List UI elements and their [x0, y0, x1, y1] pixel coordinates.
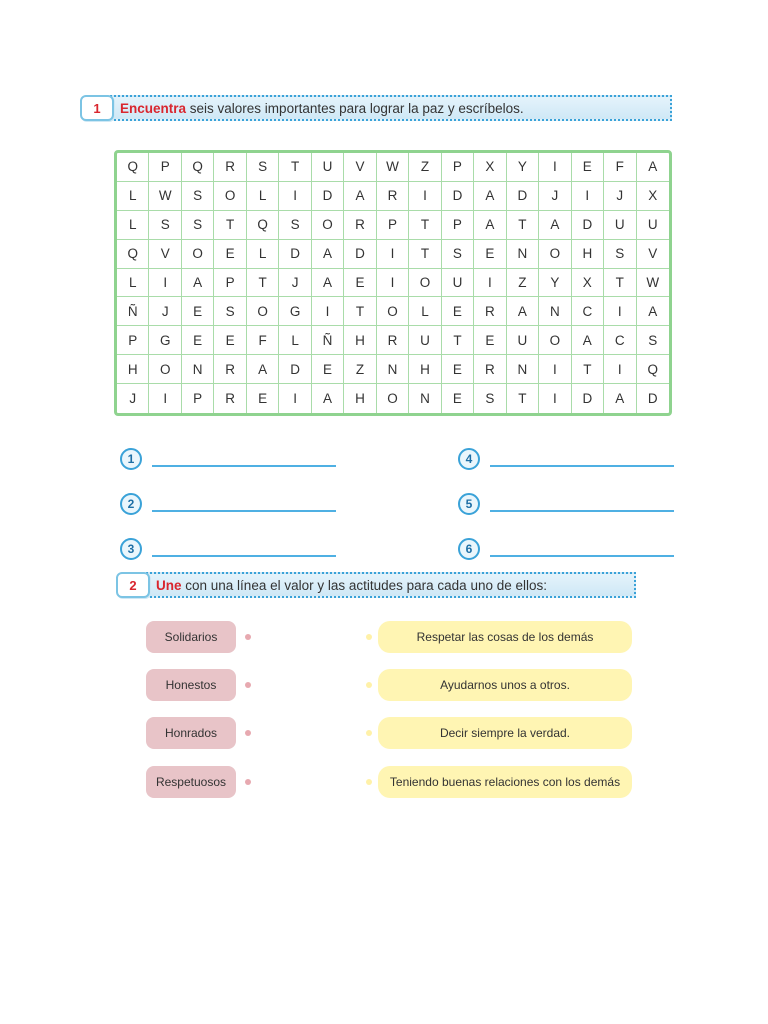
- grid-cell[interactable]: N: [182, 355, 214, 384]
- grid-cell[interactable]: G: [149, 326, 181, 355]
- answer-number-5: 5: [458, 493, 480, 515]
- grid-cell[interactable]: D: [572, 211, 604, 240]
- grid-cell[interactable]: A: [312, 269, 344, 298]
- grid-cell[interactable]: H: [572, 240, 604, 269]
- grid-cell[interactable]: Z: [409, 153, 441, 182]
- grid-cell[interactable]: E: [247, 384, 279, 413]
- grid-cell[interactable]: O: [377, 297, 409, 326]
- attitude-decir-verdad[interactable]: Decir siempre la verdad.: [378, 717, 632, 749]
- grid-cell[interactable]: A: [182, 269, 214, 298]
- grid-cell[interactable]: O: [247, 297, 279, 326]
- grid-cell[interactable]: P: [182, 384, 214, 413]
- grid-cell[interactable]: L: [247, 240, 279, 269]
- grid-cell[interactable]: E: [182, 297, 214, 326]
- answer-number-1: 1: [120, 448, 142, 470]
- grid-cell[interactable]: L: [409, 297, 441, 326]
- grid-cell[interactable]: P: [214, 269, 246, 298]
- grid-cell[interactable]: Y: [507, 153, 539, 182]
- grid-cell[interactable]: E: [442, 297, 474, 326]
- grid-cell[interactable]: I: [279, 384, 311, 413]
- grid-cell[interactable]: S: [247, 153, 279, 182]
- grid-cell[interactable]: H: [409, 355, 441, 384]
- grid-cell[interactable]: H: [117, 355, 149, 384]
- grid-cell[interactable]: I: [572, 182, 604, 211]
- grid-cell[interactable]: S: [149, 211, 181, 240]
- answer-number-4: 4: [458, 448, 480, 470]
- grid-cell[interactable]: R: [214, 153, 246, 182]
- grid-cell[interactable]: V: [637, 240, 669, 269]
- grid-cell[interactable]: I: [149, 269, 181, 298]
- grid-cell[interactable]: A: [572, 326, 604, 355]
- grid-cell[interactable]: O: [377, 384, 409, 413]
- grid-cell[interactable]: E: [442, 384, 474, 413]
- connector-dot-attitude-1[interactable]: [366, 634, 372, 640]
- answer-blank-2[interactable]: [152, 510, 336, 512]
- grid-cell[interactable]: I: [409, 182, 441, 211]
- grid-cell[interactable]: Z: [507, 269, 539, 298]
- exercise-2-header: [116, 572, 636, 598]
- word-search-frame: [114, 150, 672, 416]
- grid-cell[interactable]: Q: [117, 153, 149, 182]
- grid-cell[interactable]: H: [344, 326, 376, 355]
- grid-cell[interactable]: S: [182, 211, 214, 240]
- word-search-grid: [117, 153, 669, 413]
- grid-cell[interactable]: P: [377, 211, 409, 240]
- exercise-2-number-badge: 2: [116, 572, 150, 598]
- grid-cell[interactable]: J: [279, 269, 311, 298]
- grid-cell[interactable]: X: [637, 182, 669, 211]
- grid-cell[interactable]: T: [279, 153, 311, 182]
- grid-cell[interactable]: L: [117, 182, 149, 211]
- grid-cell[interactable]: N: [409, 384, 441, 413]
- grid-cell[interactable]: R: [214, 384, 246, 413]
- grid-cell[interactable]: E: [312, 355, 344, 384]
- grid-cell[interactable]: U: [507, 326, 539, 355]
- grid-cell[interactable]: H: [344, 384, 376, 413]
- grid-cell[interactable]: J: [149, 297, 181, 326]
- answer-number-3: 3: [120, 538, 142, 560]
- grid-cell[interactable]: N: [377, 355, 409, 384]
- grid-cell[interactable]: L: [247, 182, 279, 211]
- grid-cell[interactable]: Ñ: [312, 326, 344, 355]
- exercise-1-instruction: [110, 95, 672, 121]
- grid-cell[interactable]: A: [539, 211, 571, 240]
- value-honrados[interactable]: Honrados: [146, 717, 236, 749]
- grid-cell[interactable]: I: [539, 355, 571, 384]
- grid-cell[interactable]: C: [604, 326, 636, 355]
- grid-cell[interactable]: D: [572, 384, 604, 413]
- grid-cell[interactable]: A: [637, 297, 669, 326]
- grid-cell[interactable]: T: [507, 211, 539, 240]
- value-honestos[interactable]: Honestos: [146, 669, 236, 701]
- grid-cell[interactable]: A: [312, 240, 344, 269]
- connector-dot-value-2[interactable]: [245, 682, 251, 688]
- exercise-2-keyword: Une: [156, 577, 182, 593]
- grid-cell[interactable]: S: [637, 326, 669, 355]
- value-respetuosos[interactable]: Respetuosos: [146, 766, 236, 798]
- value-solidarios[interactable]: Solidarios: [146, 621, 236, 653]
- grid-cell[interactable]: Q: [247, 211, 279, 240]
- grid-cell[interactable]: I: [377, 240, 409, 269]
- grid-cell[interactable]: P: [117, 326, 149, 355]
- grid-cell[interactable]: J: [117, 384, 149, 413]
- answer-blank-1[interactable]: [152, 465, 336, 467]
- grid-cell[interactable]: U: [604, 211, 636, 240]
- grid-cell[interactable]: O: [182, 240, 214, 269]
- answer-line-2[interactable]: [120, 493, 336, 515]
- grid-cell[interactable]: T: [604, 269, 636, 298]
- grid-cell[interactable]: P: [442, 153, 474, 182]
- grid-cell[interactable]: A: [507, 297, 539, 326]
- grid-cell[interactable]: R: [377, 326, 409, 355]
- grid-cell[interactable]: T: [409, 240, 441, 269]
- grid-cell[interactable]: A: [312, 384, 344, 413]
- grid-cell[interactable]: C: [572, 297, 604, 326]
- grid-cell[interactable]: J: [539, 182, 571, 211]
- grid-cell[interactable]: O: [539, 326, 571, 355]
- grid-cell[interactable]: O: [149, 355, 181, 384]
- answer-line-3[interactable]: [120, 538, 336, 560]
- grid-cell[interactable]: I: [377, 269, 409, 298]
- grid-cell[interactable]: D: [279, 355, 311, 384]
- grid-cell[interactable]: N: [507, 240, 539, 269]
- connector-dot-attitude-4[interactable]: [366, 779, 372, 785]
- grid-cell[interactable]: R: [474, 355, 506, 384]
- grid-cell[interactable]: R: [214, 355, 246, 384]
- grid-cell[interactable]: R: [344, 211, 376, 240]
- attitude-buenas-relaciones[interactable]: Teniendo buenas relaciones con los demás: [378, 766, 632, 798]
- grid-cell[interactable]: E: [344, 269, 376, 298]
- grid-cell[interactable]: I: [312, 297, 344, 326]
- grid-cell[interactable]: T: [507, 384, 539, 413]
- answer-line-4[interactable]: [458, 448, 674, 470]
- grid-cell[interactable]: D: [442, 182, 474, 211]
- grid-cell[interactable]: T: [214, 211, 246, 240]
- connector-dot-attitude-2[interactable]: [366, 682, 372, 688]
- grid-cell[interactable]: T: [572, 355, 604, 384]
- grid-cell[interactable]: L: [117, 269, 149, 298]
- grid-cell[interactable]: Ñ: [117, 297, 149, 326]
- connector-dot-value-4[interactable]: [245, 779, 251, 785]
- answer-line-6[interactable]: [458, 538, 674, 560]
- grid-cell[interactable]: I: [279, 182, 311, 211]
- answer-line-1[interactable]: [120, 448, 336, 470]
- grid-cell[interactable]: D: [279, 240, 311, 269]
- grid-cell[interactable]: F: [247, 326, 279, 355]
- answer-number-6: 6: [458, 538, 480, 560]
- connector-dot-value-1[interactable]: [245, 634, 251, 640]
- answer-blank-5[interactable]: [490, 510, 674, 512]
- grid-cell[interactable]: E: [572, 153, 604, 182]
- grid-cell[interactable]: A: [474, 211, 506, 240]
- grid-cell[interactable]: P: [442, 211, 474, 240]
- grid-cell[interactable]: I: [474, 269, 506, 298]
- grid-cell[interactable]: I: [604, 297, 636, 326]
- grid-cell[interactable]: E: [474, 326, 506, 355]
- grid-cell[interactable]: O: [539, 240, 571, 269]
- grid-cell[interactable]: D: [344, 240, 376, 269]
- grid-cell[interactable]: A: [474, 182, 506, 211]
- grid-cell[interactable]: W: [377, 153, 409, 182]
- grid-cell[interactable]: I: [149, 384, 181, 413]
- connector-dot-value-3[interactable]: [245, 730, 251, 736]
- grid-cell[interactable]: D: [647, 391, 658, 407]
- grid-cell[interactable]: O: [312, 211, 344, 240]
- grid-cell[interactable]: L: [117, 211, 149, 240]
- exercise-1-keyword: Encuentra: [120, 100, 187, 116]
- answer-number-2: 2: [120, 493, 142, 515]
- grid-cell[interactable]: S: [279, 211, 311, 240]
- grid-cell[interactable]: Q: [182, 153, 214, 182]
- grid-cell[interactable]: X: [474, 153, 506, 182]
- grid-cell[interactable]: E: [442, 355, 474, 384]
- grid-cell[interactable]: T: [247, 269, 279, 298]
- grid-cell[interactable]: W: [637, 269, 669, 298]
- grid-cell[interactable]: T: [344, 297, 376, 326]
- grid-cell[interactable]: I: [539, 384, 571, 413]
- grid-cell[interactable]: Y: [539, 269, 571, 298]
- grid-cell[interactable]: N: [507, 355, 539, 384]
- grid-cell[interactable]: U: [637, 211, 669, 240]
- grid-cell[interactable]: E: [214, 240, 246, 269]
- exercise-1-number-badge: 1: [80, 95, 114, 121]
- grid-cell[interactable]: A: [637, 153, 669, 182]
- grid-cell[interactable]: S: [604, 240, 636, 269]
- grid-cell[interactable]: T: [409, 211, 441, 240]
- grid-cell[interactable]: E: [474, 240, 506, 269]
- grid-cell[interactable]: S: [442, 240, 474, 269]
- attitude-respetar[interactable]: Respetar las cosas de los demás: [378, 621, 632, 653]
- answer-line-5[interactable]: [458, 493, 674, 515]
- grid-cell[interactable]: D: [507, 182, 539, 211]
- grid-cell[interactable]: O: [409, 269, 441, 298]
- grid-cell[interactable]: R: [474, 297, 506, 326]
- grid-cell[interactable]: V: [149, 240, 181, 269]
- grid-cell[interactable]: V: [344, 153, 376, 182]
- answer-blank-3[interactable]: [152, 555, 336, 557]
- grid-cell[interactable]: S: [474, 384, 506, 413]
- grid-cell[interactable]: I: [604, 355, 636, 384]
- grid-cell[interactable]: U: [312, 153, 344, 182]
- grid-cell[interactable]: E: [182, 326, 214, 355]
- grid-cell[interactable]: Q: [637, 355, 669, 384]
- grid-cell[interactable]: Z: [344, 355, 376, 384]
- grid-cell[interactable]: R: [377, 182, 409, 211]
- grid-cell[interactable]: A: [344, 182, 376, 211]
- exercise-1-header: [80, 95, 672, 121]
- grid-cell[interactable]: J: [604, 182, 636, 211]
- grid-cell[interactable]: W: [149, 182, 181, 211]
- grid-cell[interactable]: G: [279, 297, 311, 326]
- grid-cell[interactable]: E: [214, 326, 246, 355]
- answer-blank-4[interactable]: [490, 465, 674, 467]
- grid-cell[interactable]: X: [572, 269, 604, 298]
- grid-cell[interactable]: F: [604, 153, 636, 182]
- grid-cell[interactable]: I: [539, 153, 571, 182]
- grid-cell[interactable]: U: [409, 326, 441, 355]
- grid-cell[interactable]: O: [214, 182, 246, 211]
- grid-cell[interactable]: S: [214, 297, 246, 326]
- grid-cell[interactable]: L: [279, 326, 311, 355]
- grid-cell[interactable]: S: [182, 182, 214, 211]
- exercise-2-instruction: [146, 572, 636, 598]
- grid-cell[interactable]: T: [442, 326, 474, 355]
- attitude-ayudarnos[interactable]: Ayudarnos unos a otros.: [378, 669, 632, 701]
- exercise-1-instruction-text: seis valores importantes para lograr la paz y escríbelos.: [186, 100, 524, 116]
- grid-cell[interactable]: U: [442, 269, 474, 298]
- grid-cell[interactable]: D: [312, 182, 344, 211]
- answer-blank-6[interactable]: [490, 555, 674, 557]
- grid-cell[interactable]: A: [247, 355, 279, 384]
- grid-cell[interactable]: N: [539, 297, 571, 326]
- exercise-2-instruction-text: con una línea el valor y las actitudes para cada uno de ellos:: [181, 577, 547, 593]
- grid-cell[interactable]: Q: [117, 240, 149, 269]
- grid-cell[interactable]: P: [149, 153, 181, 182]
- connector-dot-attitude-3[interactable]: [366, 730, 372, 736]
- grid-cell[interactable]: A: [604, 384, 636, 413]
